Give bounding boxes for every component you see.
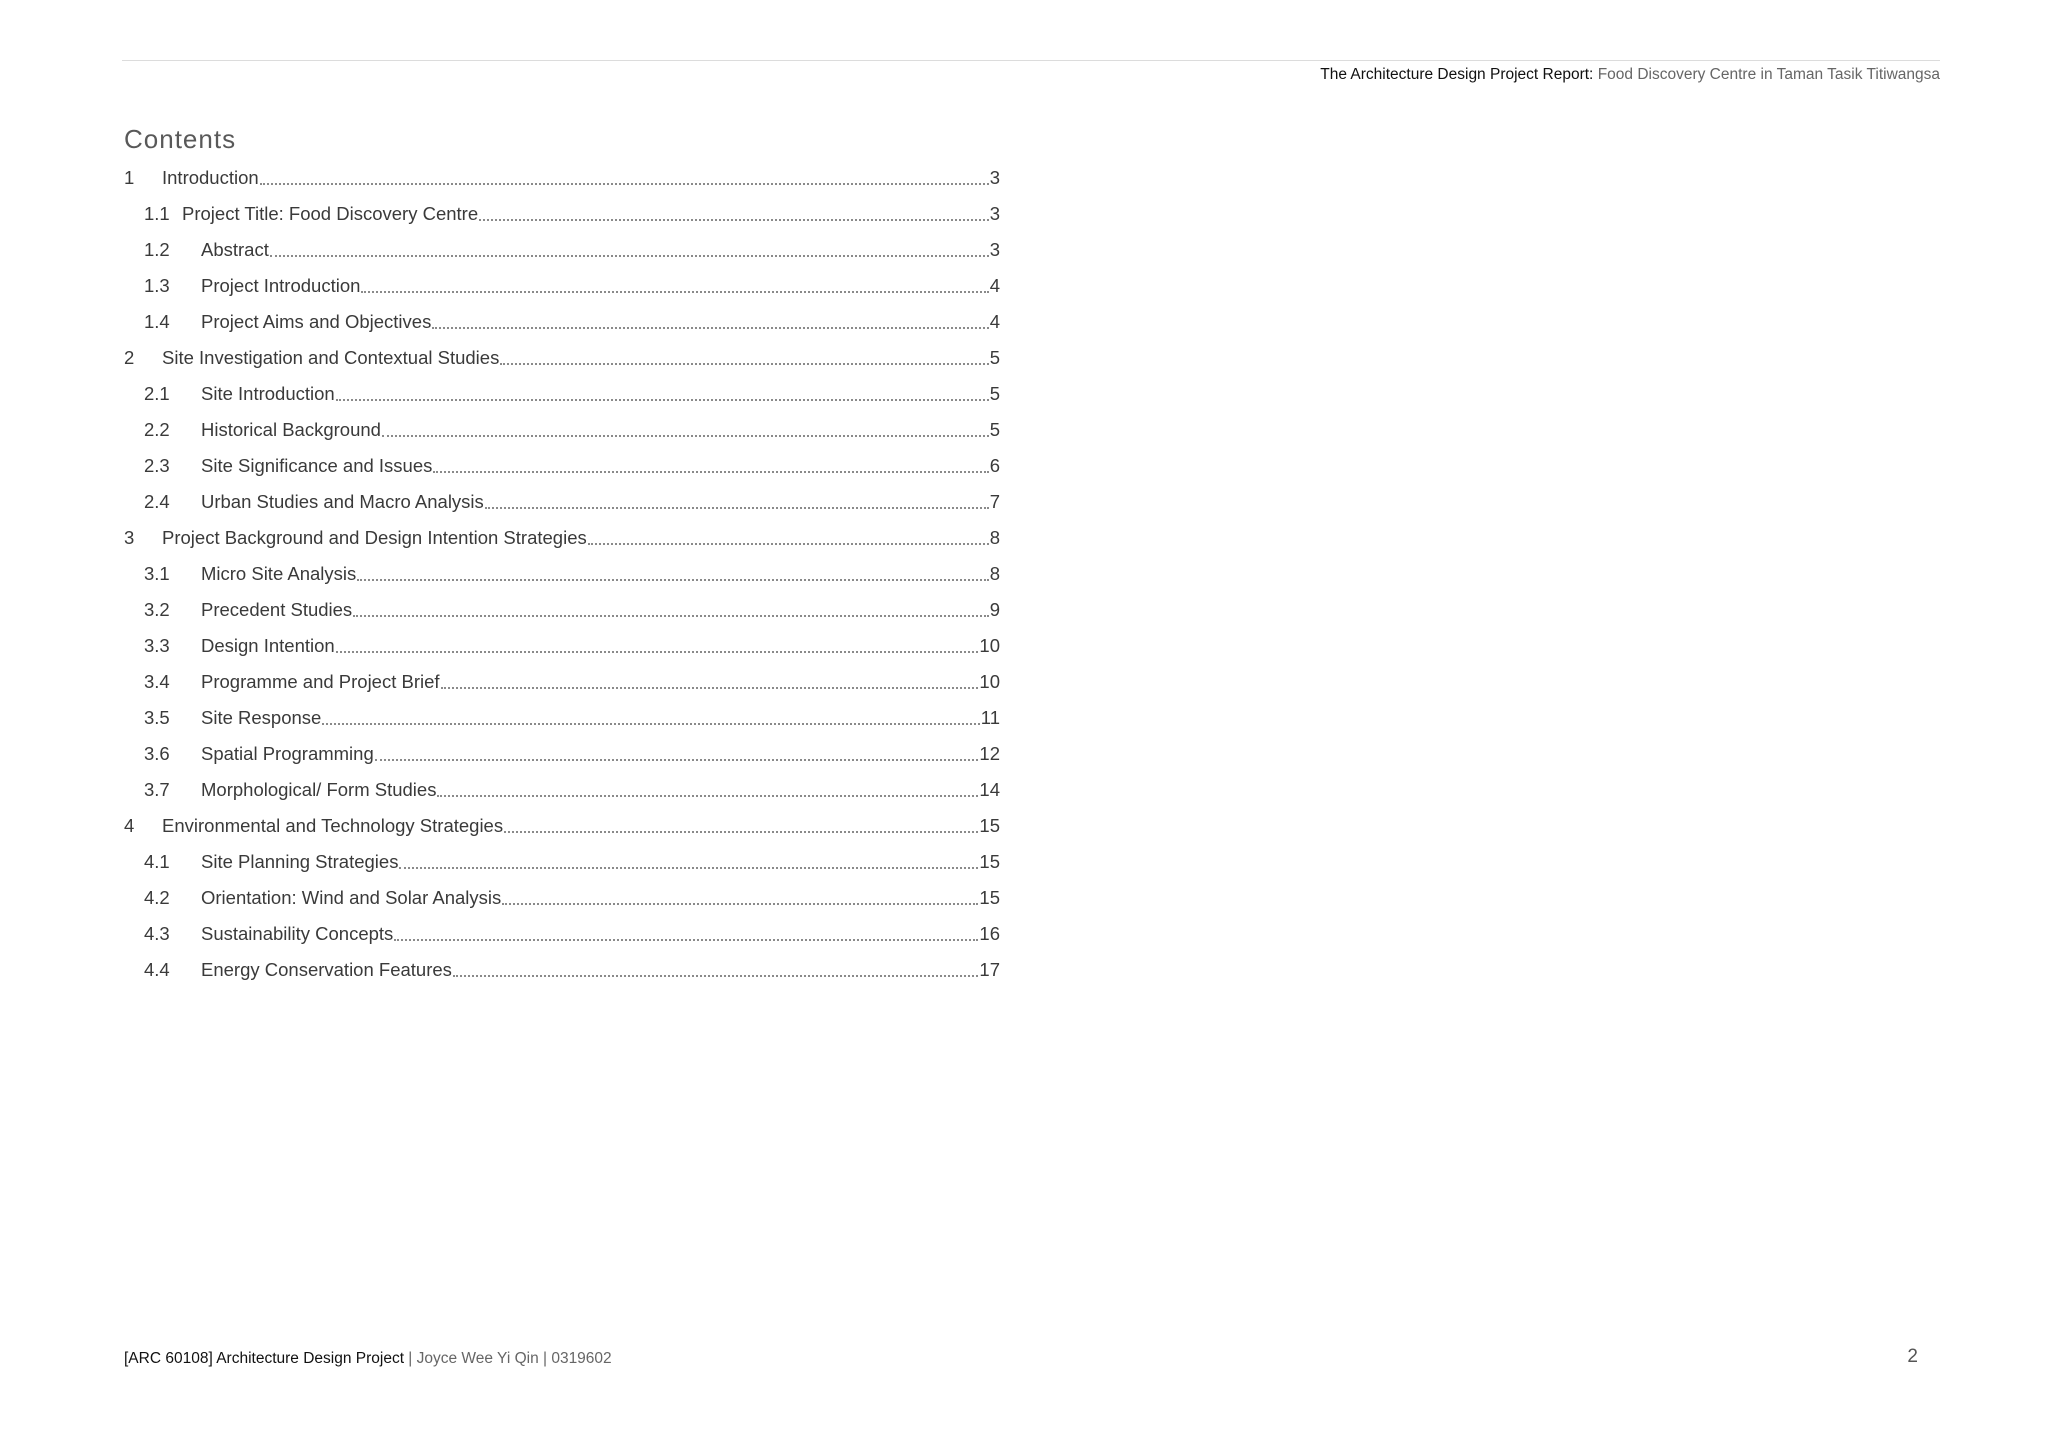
toc-entry-page: 4 xyxy=(989,275,1000,296)
dot-leader xyxy=(270,255,989,257)
toc-entry-title: Sustainability Concepts xyxy=(201,923,394,944)
dot-leader xyxy=(375,759,979,761)
toc-entry-page: 7 xyxy=(989,491,1000,512)
toc-entry-title: Spatial Programming xyxy=(201,743,374,764)
toc-entry-title: Programme and Project Brief xyxy=(201,671,440,692)
toc-entry-number: 1.3 xyxy=(144,275,170,296)
toc-entry-page: 15 xyxy=(979,887,1000,908)
toc-entry-number: 3 xyxy=(124,527,135,548)
toc-entry[interactable] xyxy=(124,484,1000,520)
toc-entry[interactable] xyxy=(124,664,1000,700)
dot-leader xyxy=(399,867,978,869)
toc-entry-number: 1.2 xyxy=(144,239,170,260)
dot-leader xyxy=(485,507,989,509)
toc-entry[interactable] xyxy=(124,772,1000,808)
toc-entry-page: 5 xyxy=(989,347,1000,368)
dot-leader xyxy=(432,327,988,329)
toc-entry-title: Site Significance and Issues xyxy=(201,455,433,476)
toc-entry-number: 2.1 xyxy=(144,383,170,404)
toc-entry-page: 15 xyxy=(979,815,1000,836)
toc-entry[interactable] xyxy=(124,952,1000,988)
dot-leader xyxy=(260,183,989,185)
dot-leader xyxy=(336,399,989,401)
footer-author-info: | Joyce Wee Yi Qin | 0319602 xyxy=(404,1350,612,1367)
toc-entry-number: 3.4 xyxy=(144,671,170,692)
toc-entry[interactable] xyxy=(124,304,1000,340)
toc-entry-title: Energy Conservation Features xyxy=(201,959,452,980)
table-of-contents xyxy=(124,160,1000,988)
toc-entry-page: 6 xyxy=(989,455,1000,476)
toc-entry-page: 11 xyxy=(980,707,1000,728)
toc-entry-number: 4.3 xyxy=(144,923,170,944)
toc-entry-page: 17 xyxy=(979,959,1000,980)
toc-entry[interactable] xyxy=(124,844,1000,880)
toc-entry[interactable] xyxy=(124,556,1000,592)
toc-entry-page: 5 xyxy=(989,419,1000,440)
toc-entry-number: 4.2 xyxy=(144,887,170,908)
toc-entry-title: Orientation: Wind and Solar Analysis xyxy=(201,887,502,908)
toc-entry-page: 15 xyxy=(979,851,1000,872)
toc-entry[interactable] xyxy=(124,736,1000,772)
toc-entry-title: Urban Studies and Macro Analysis xyxy=(201,491,484,512)
toc-entry-title: Abstract xyxy=(201,239,269,260)
toc-entry-page: 10 xyxy=(979,635,1000,656)
dot-leader xyxy=(322,723,979,725)
toc-entry-page: 8 xyxy=(989,563,1000,584)
toc-entry-number: 3.3 xyxy=(144,635,170,656)
toc-entry-title: Design Intention xyxy=(201,635,335,656)
toc-entry-title: Site Investigation and Contextual Studies xyxy=(162,347,500,368)
toc-entry-number: 2.3 xyxy=(144,455,170,476)
toc-entry-title: Morphological/ Form Studies xyxy=(201,779,437,800)
dot-leader xyxy=(382,435,989,437)
dot-leader xyxy=(336,651,979,653)
dot-leader xyxy=(502,903,978,905)
dot-leader xyxy=(394,939,978,941)
toc-entry-page: 5 xyxy=(989,383,1000,404)
toc-entry-title: Site Introduction xyxy=(201,383,335,404)
toc-entry-title: Historical Background xyxy=(201,419,381,440)
toc-entry-page: 4 xyxy=(989,311,1000,332)
toc-entry[interactable] xyxy=(124,808,1000,844)
toc-entry[interactable] xyxy=(124,196,1000,232)
toc-entry-title: Site Planning Strategies xyxy=(201,851,399,872)
dot-leader xyxy=(504,831,978,833)
dot-leader xyxy=(437,795,978,797)
toc-entry-number: 2.2 xyxy=(144,419,170,440)
dot-leader xyxy=(357,579,988,581)
toc-entry-page: 14 xyxy=(979,779,1000,800)
toc-entry[interactable] xyxy=(124,520,1000,556)
toc-entry[interactable] xyxy=(124,340,1000,376)
toc-entry-title: Precedent Studies xyxy=(201,599,353,620)
toc-entry-number: 3.5 xyxy=(144,707,170,728)
toc-entry[interactable] xyxy=(124,232,1000,268)
toc-entry-number: 4 xyxy=(124,815,135,836)
toc-entry-title: Micro Site Analysis xyxy=(201,563,357,584)
dot-leader xyxy=(588,543,989,545)
toc-entry[interactable] xyxy=(124,412,1000,448)
toc-entry-number: 3.7 xyxy=(144,779,170,800)
toc-entry-title: Project Background and Design Intention Strategies xyxy=(162,527,587,548)
toc-entry-page: 16 xyxy=(979,923,1000,944)
header-report-label: The Architecture Design Project Report: xyxy=(1320,66,1594,83)
toc-entry[interactable] xyxy=(124,916,1000,952)
toc-entry-number: 4.1 xyxy=(144,851,170,872)
header-report-subject: Food Discovery Centre in Taman Tasik Titiwangsa xyxy=(1597,66,1940,83)
page-number: 2 xyxy=(1907,1346,1918,1367)
header-rule xyxy=(122,60,1940,61)
running-footer xyxy=(124,1350,612,1368)
toc-entry[interactable] xyxy=(124,880,1000,916)
toc-entry-number: 3.1 xyxy=(144,563,170,584)
toc-entry-number: 3.2 xyxy=(144,599,170,620)
toc-entry[interactable] xyxy=(124,268,1000,304)
toc-entry[interactable] xyxy=(124,628,1000,664)
dot-leader xyxy=(353,615,989,617)
toc-entry-title: Introduction xyxy=(162,167,259,188)
toc-entry-page: 3 xyxy=(989,239,1000,260)
toc-entry-title: Project Title: Food Discovery Centre xyxy=(182,203,479,224)
toc-entry-number: 2 xyxy=(124,347,135,368)
toc-entry[interactable] xyxy=(124,448,1000,484)
toc-entry-title: Project Aims and Objectives xyxy=(201,311,432,332)
dot-leader xyxy=(500,363,988,365)
toc-entry-page: 10 xyxy=(979,671,1000,692)
dot-leader xyxy=(479,219,989,221)
toc-entry[interactable] xyxy=(124,592,1000,628)
toc-entry-title: Site Response xyxy=(201,707,322,728)
toc-entry-number: 1.4 xyxy=(144,311,170,332)
toc-entry-title: Environmental and Technology Strategies xyxy=(162,815,504,836)
toc-entry-page: 9 xyxy=(989,599,1000,620)
toc-entry-number: 1 xyxy=(124,167,135,188)
toc-entry-number: 3.6 xyxy=(144,743,170,764)
toc-entry-title: Project Introduction xyxy=(201,275,361,296)
toc-entry-number: 2.4 xyxy=(144,491,170,512)
running-header xyxy=(1320,66,1940,84)
toc-entry-page: 3 xyxy=(989,203,1000,224)
dot-leader xyxy=(433,471,988,473)
toc-entry[interactable] xyxy=(124,376,1000,412)
toc-entry-page: 8 xyxy=(989,527,1000,548)
toc-entry-page: 12 xyxy=(979,743,1000,764)
dot-leader xyxy=(453,975,979,977)
dot-leader xyxy=(441,687,979,689)
toc-entry-page: 3 xyxy=(989,167,1000,188)
toc-heading: Contents xyxy=(124,124,237,154)
footer-course: [ARC 60108] Architecture Design Project xyxy=(124,1350,404,1367)
toc-entry[interactable] xyxy=(124,160,1000,196)
toc-entry-number: 1.1 xyxy=(144,203,170,224)
dot-leader xyxy=(361,291,988,293)
toc-entry[interactable] xyxy=(124,700,1000,736)
toc-entry-number: 4.4 xyxy=(144,959,170,980)
